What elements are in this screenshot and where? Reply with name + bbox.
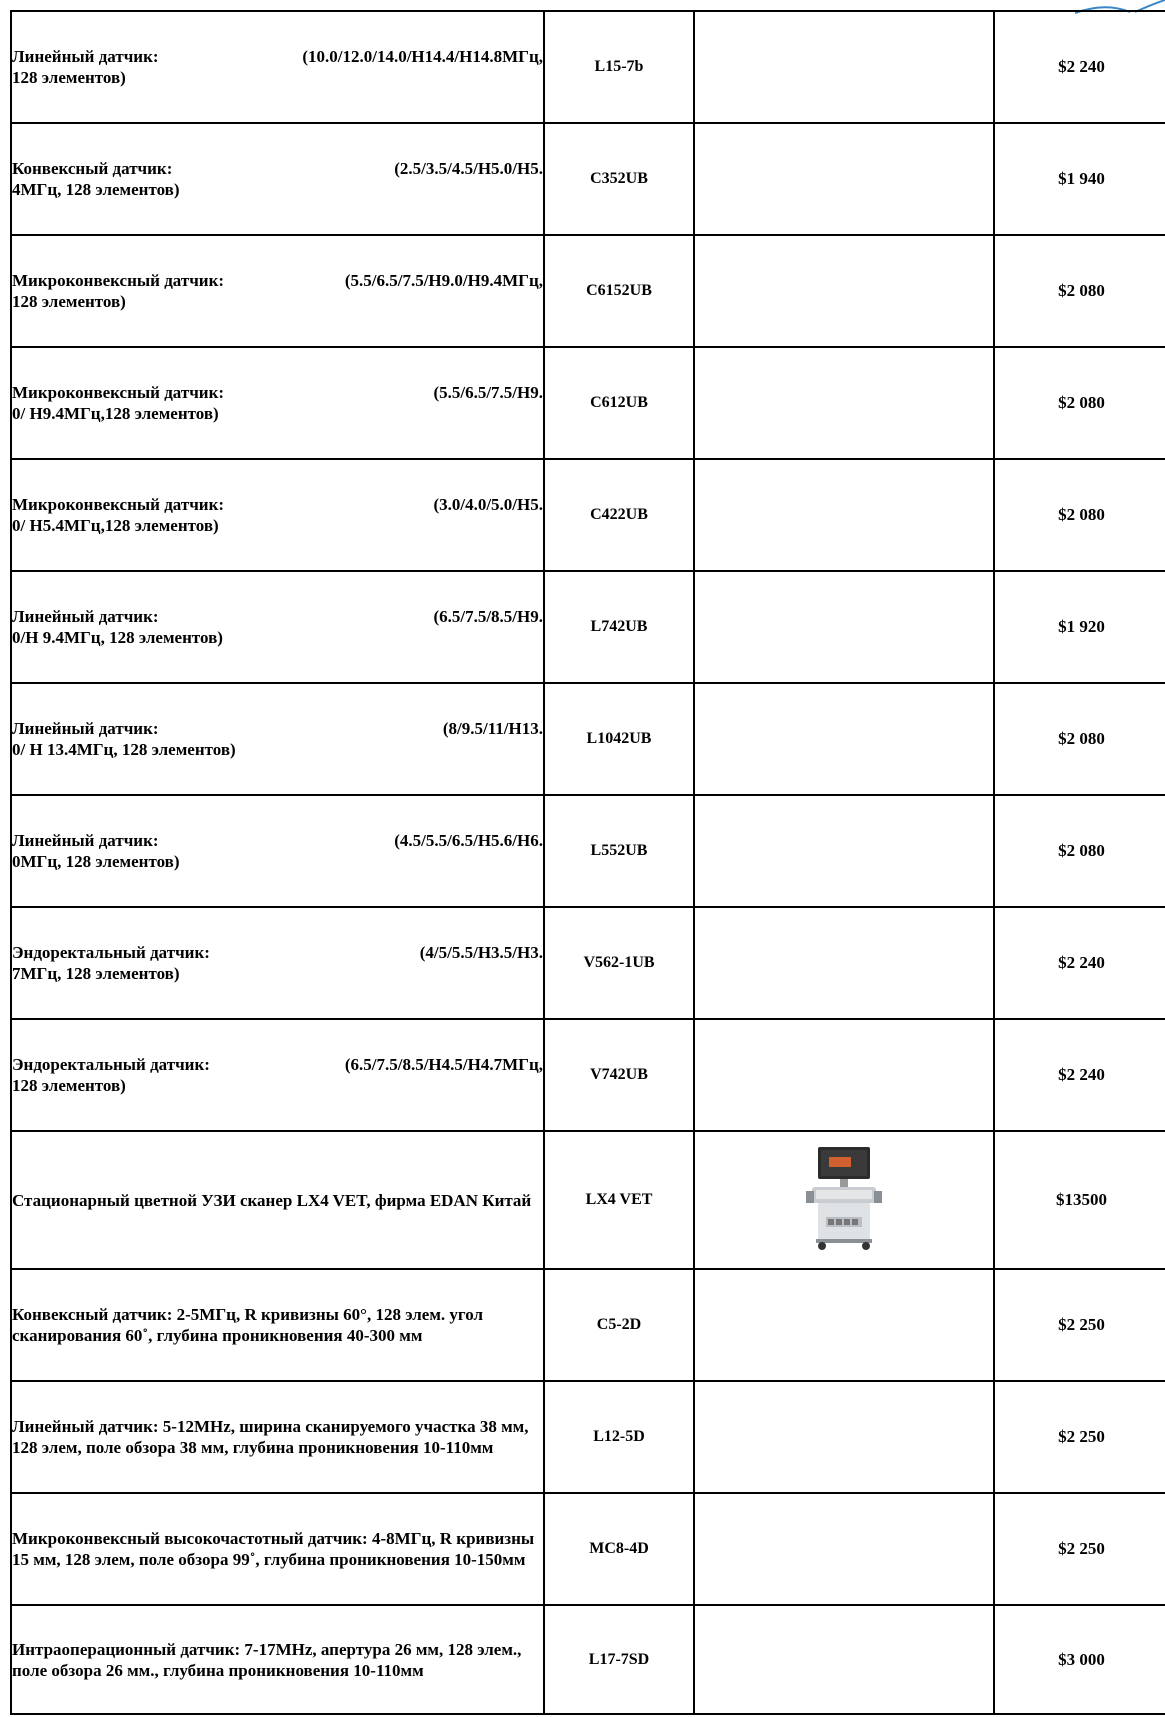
desc-spec: (10.0/12.0/14.0/H14.4/H14.8МГц, bbox=[302, 47, 543, 66]
model-cell: C612UB bbox=[544, 347, 694, 459]
image-cell bbox=[694, 1381, 994, 1493]
description-cell: Линейный датчик: 5-12MHz, ширина сканируемого участка 38 мм, 128 элем, поле обзора 38 мм, глубина проникновения 10-110мм bbox=[11, 1381, 544, 1493]
description-cell: Интраоперационный датчик: 7-17MHz, апертура 26 мм, 128 элем., поле обзора 26 мм., глубина проникновения 10-110мм bbox=[11, 1605, 544, 1714]
desc-type: Микроконвексный датчик: bbox=[12, 495, 225, 514]
price-cell: $3 000 bbox=[994, 1605, 1165, 1714]
desc-spec-cont: 128 элементов) bbox=[12, 1076, 126, 1095]
description-cell bbox=[11, 571, 544, 683]
table-row bbox=[11, 1131, 1165, 1269]
price-cell: $2 080 bbox=[994, 683, 1165, 795]
image-cell bbox=[694, 123, 994, 235]
model-cell: L12-5D bbox=[544, 1381, 694, 1493]
table-row bbox=[11, 1019, 1165, 1131]
description-cell: Конвексный датчик: 2-5МГц, R кривизны 60°, 128 элем. угол сканирования 60˚, глубина проникновения 40-300 мм bbox=[11, 1269, 544, 1381]
desc-spec-cont: 7МГц, 128 элементов) bbox=[12, 964, 180, 983]
desc-spec: (4/5/5.5/H3.5/H3. bbox=[419, 943, 543, 962]
table-row bbox=[11, 1269, 1165, 1381]
description-cell: Стационарный цветной УЗИ сканер LX4 VET, фирма EDAN Китай bbox=[11, 1131, 544, 1269]
model-cell: C5-2D bbox=[544, 1269, 694, 1381]
price-cell: $2 240 bbox=[994, 11, 1165, 123]
model-cell: V742UB bbox=[544, 1019, 694, 1131]
price-cell: $2 250 bbox=[994, 1493, 1165, 1605]
table-row bbox=[11, 571, 1165, 683]
desc-type: Эндоректальный датчик: bbox=[12, 943, 210, 962]
image-cell bbox=[694, 347, 994, 459]
description-cell bbox=[11, 347, 544, 459]
image-cell bbox=[694, 459, 994, 571]
model-cell: L15-7b bbox=[544, 11, 694, 123]
model-cell: MC8-4D bbox=[544, 1493, 694, 1605]
desc-spec-cont: 128 элементов) bbox=[12, 68, 126, 87]
table-row bbox=[11, 683, 1165, 795]
model-cell: C352UB bbox=[544, 123, 694, 235]
description-cell bbox=[11, 123, 544, 235]
price-cell: $2 080 bbox=[994, 795, 1165, 907]
model-cell: L742UB bbox=[544, 571, 694, 683]
model-cell: V562-1UB bbox=[544, 907, 694, 1019]
description-cell bbox=[11, 459, 544, 571]
image-cell bbox=[694, 1269, 994, 1381]
model-cell: L17-7SD bbox=[544, 1605, 694, 1714]
desc-type: Линейный датчик: bbox=[12, 719, 159, 738]
desc-spec-cont: 0/ H9.4МГц,128 элементов) bbox=[12, 404, 219, 423]
desc-spec: (5.5/6.5/7.5/H9. bbox=[433, 383, 543, 402]
description-cell bbox=[11, 11, 544, 123]
price-cell: $1 940 bbox=[994, 123, 1165, 235]
price-cell: $2 240 bbox=[994, 907, 1165, 1019]
price-cell: $2 080 bbox=[994, 459, 1165, 571]
desc-spec-cont: 4МГц, 128 элементов) bbox=[12, 180, 180, 199]
desc-type: Линейный датчик: bbox=[12, 831, 159, 850]
table-row bbox=[11, 347, 1165, 459]
desc-spec: (3.0/4.0/5.0/H5. bbox=[433, 495, 543, 514]
price-cell: $2 240 bbox=[994, 1019, 1165, 1131]
price-cell: $2 250 bbox=[994, 1269, 1165, 1381]
desc-type: Конвексный датчик: bbox=[12, 159, 173, 178]
desc-spec: (2.5/3.5/4.5/H5.0/H5. bbox=[394, 159, 543, 178]
table-row bbox=[11, 459, 1165, 571]
desc-spec-cont: 0/ H 13.4МГц, 128 элементов) bbox=[12, 740, 236, 759]
description-cell bbox=[11, 795, 544, 907]
desc-spec-cont: 0/H 9.4МГц, 128 элементов) bbox=[12, 628, 223, 647]
description-cell: Микроконвексный высокочастотный датчик: 4-8МГц, R кривизны 15 мм, 128 элем, поле обзора 99˚, глубина проникновения 10-150мм bbox=[11, 1493, 544, 1605]
description-cell bbox=[11, 907, 544, 1019]
desc-spec-cont: 0МГц, 128 элементов) bbox=[12, 852, 180, 871]
price-cell: $2 080 bbox=[994, 235, 1165, 347]
desc-type: Эндоректальный датчик: bbox=[12, 1055, 210, 1074]
table-row bbox=[11, 1381, 1165, 1493]
image-cell bbox=[694, 795, 994, 907]
desc-spec-cont: 128 элементов) bbox=[12, 292, 126, 311]
desc-spec: (5.5/6.5/7.5/H9.0/H9.4МГц, bbox=[344, 271, 543, 290]
desc-spec-cont: 0/ H5.4МГц,128 элементов) bbox=[12, 516, 219, 535]
model-cell: C6152UB bbox=[544, 235, 694, 347]
image-cell bbox=[694, 1019, 994, 1131]
desc-spec: (6.5/7.5/8.5/H9. bbox=[433, 607, 543, 626]
price-table bbox=[10, 10, 1165, 1715]
model-cell: L552UB bbox=[544, 795, 694, 907]
image-cell bbox=[694, 235, 994, 347]
desc-spec: (4.5/5.5/6.5/H5.6/H6. bbox=[394, 831, 543, 850]
image-cell bbox=[694, 907, 994, 1019]
image-cell bbox=[694, 1493, 994, 1605]
desc-spec: (8/9.5/11/H13. bbox=[442, 719, 543, 738]
table-row bbox=[11, 1605, 1165, 1714]
table-row bbox=[11, 123, 1165, 235]
table-row bbox=[11, 907, 1165, 1019]
desc-type: Линейный датчик: bbox=[12, 607, 159, 626]
image-cell bbox=[694, 1131, 994, 1269]
model-cell: C422UB bbox=[544, 459, 694, 571]
price-cell: $2 250 bbox=[994, 1381, 1165, 1493]
table-row bbox=[11, 235, 1165, 347]
ultrasound-scanner-icon bbox=[804, 1145, 884, 1251]
image-cell bbox=[694, 1605, 994, 1714]
desc-type: Линейный датчик: bbox=[12, 47, 159, 66]
table-row bbox=[11, 1493, 1165, 1605]
image-cell bbox=[694, 683, 994, 795]
description-cell bbox=[11, 1019, 544, 1131]
price-cell: $1 920 bbox=[994, 571, 1165, 683]
desc-type: Микроконвексный датчик: bbox=[12, 383, 225, 402]
description-cell bbox=[11, 683, 544, 795]
price-cell: $13500 bbox=[994, 1131, 1165, 1269]
image-cell bbox=[694, 11, 994, 123]
price-cell: $2 080 bbox=[994, 347, 1165, 459]
desc-spec: (6.5/7.5/8.5/H4.5/H4.7МГц, bbox=[344, 1055, 543, 1074]
model-cell: L1042UB bbox=[544, 683, 694, 795]
desc-type: Микроконвексный датчик: bbox=[12, 271, 225, 290]
description-cell bbox=[11, 235, 544, 347]
image-cell bbox=[694, 571, 994, 683]
model-cell: LX4 VET bbox=[544, 1131, 694, 1269]
table-row bbox=[11, 795, 1165, 907]
table-row bbox=[11, 11, 1165, 123]
